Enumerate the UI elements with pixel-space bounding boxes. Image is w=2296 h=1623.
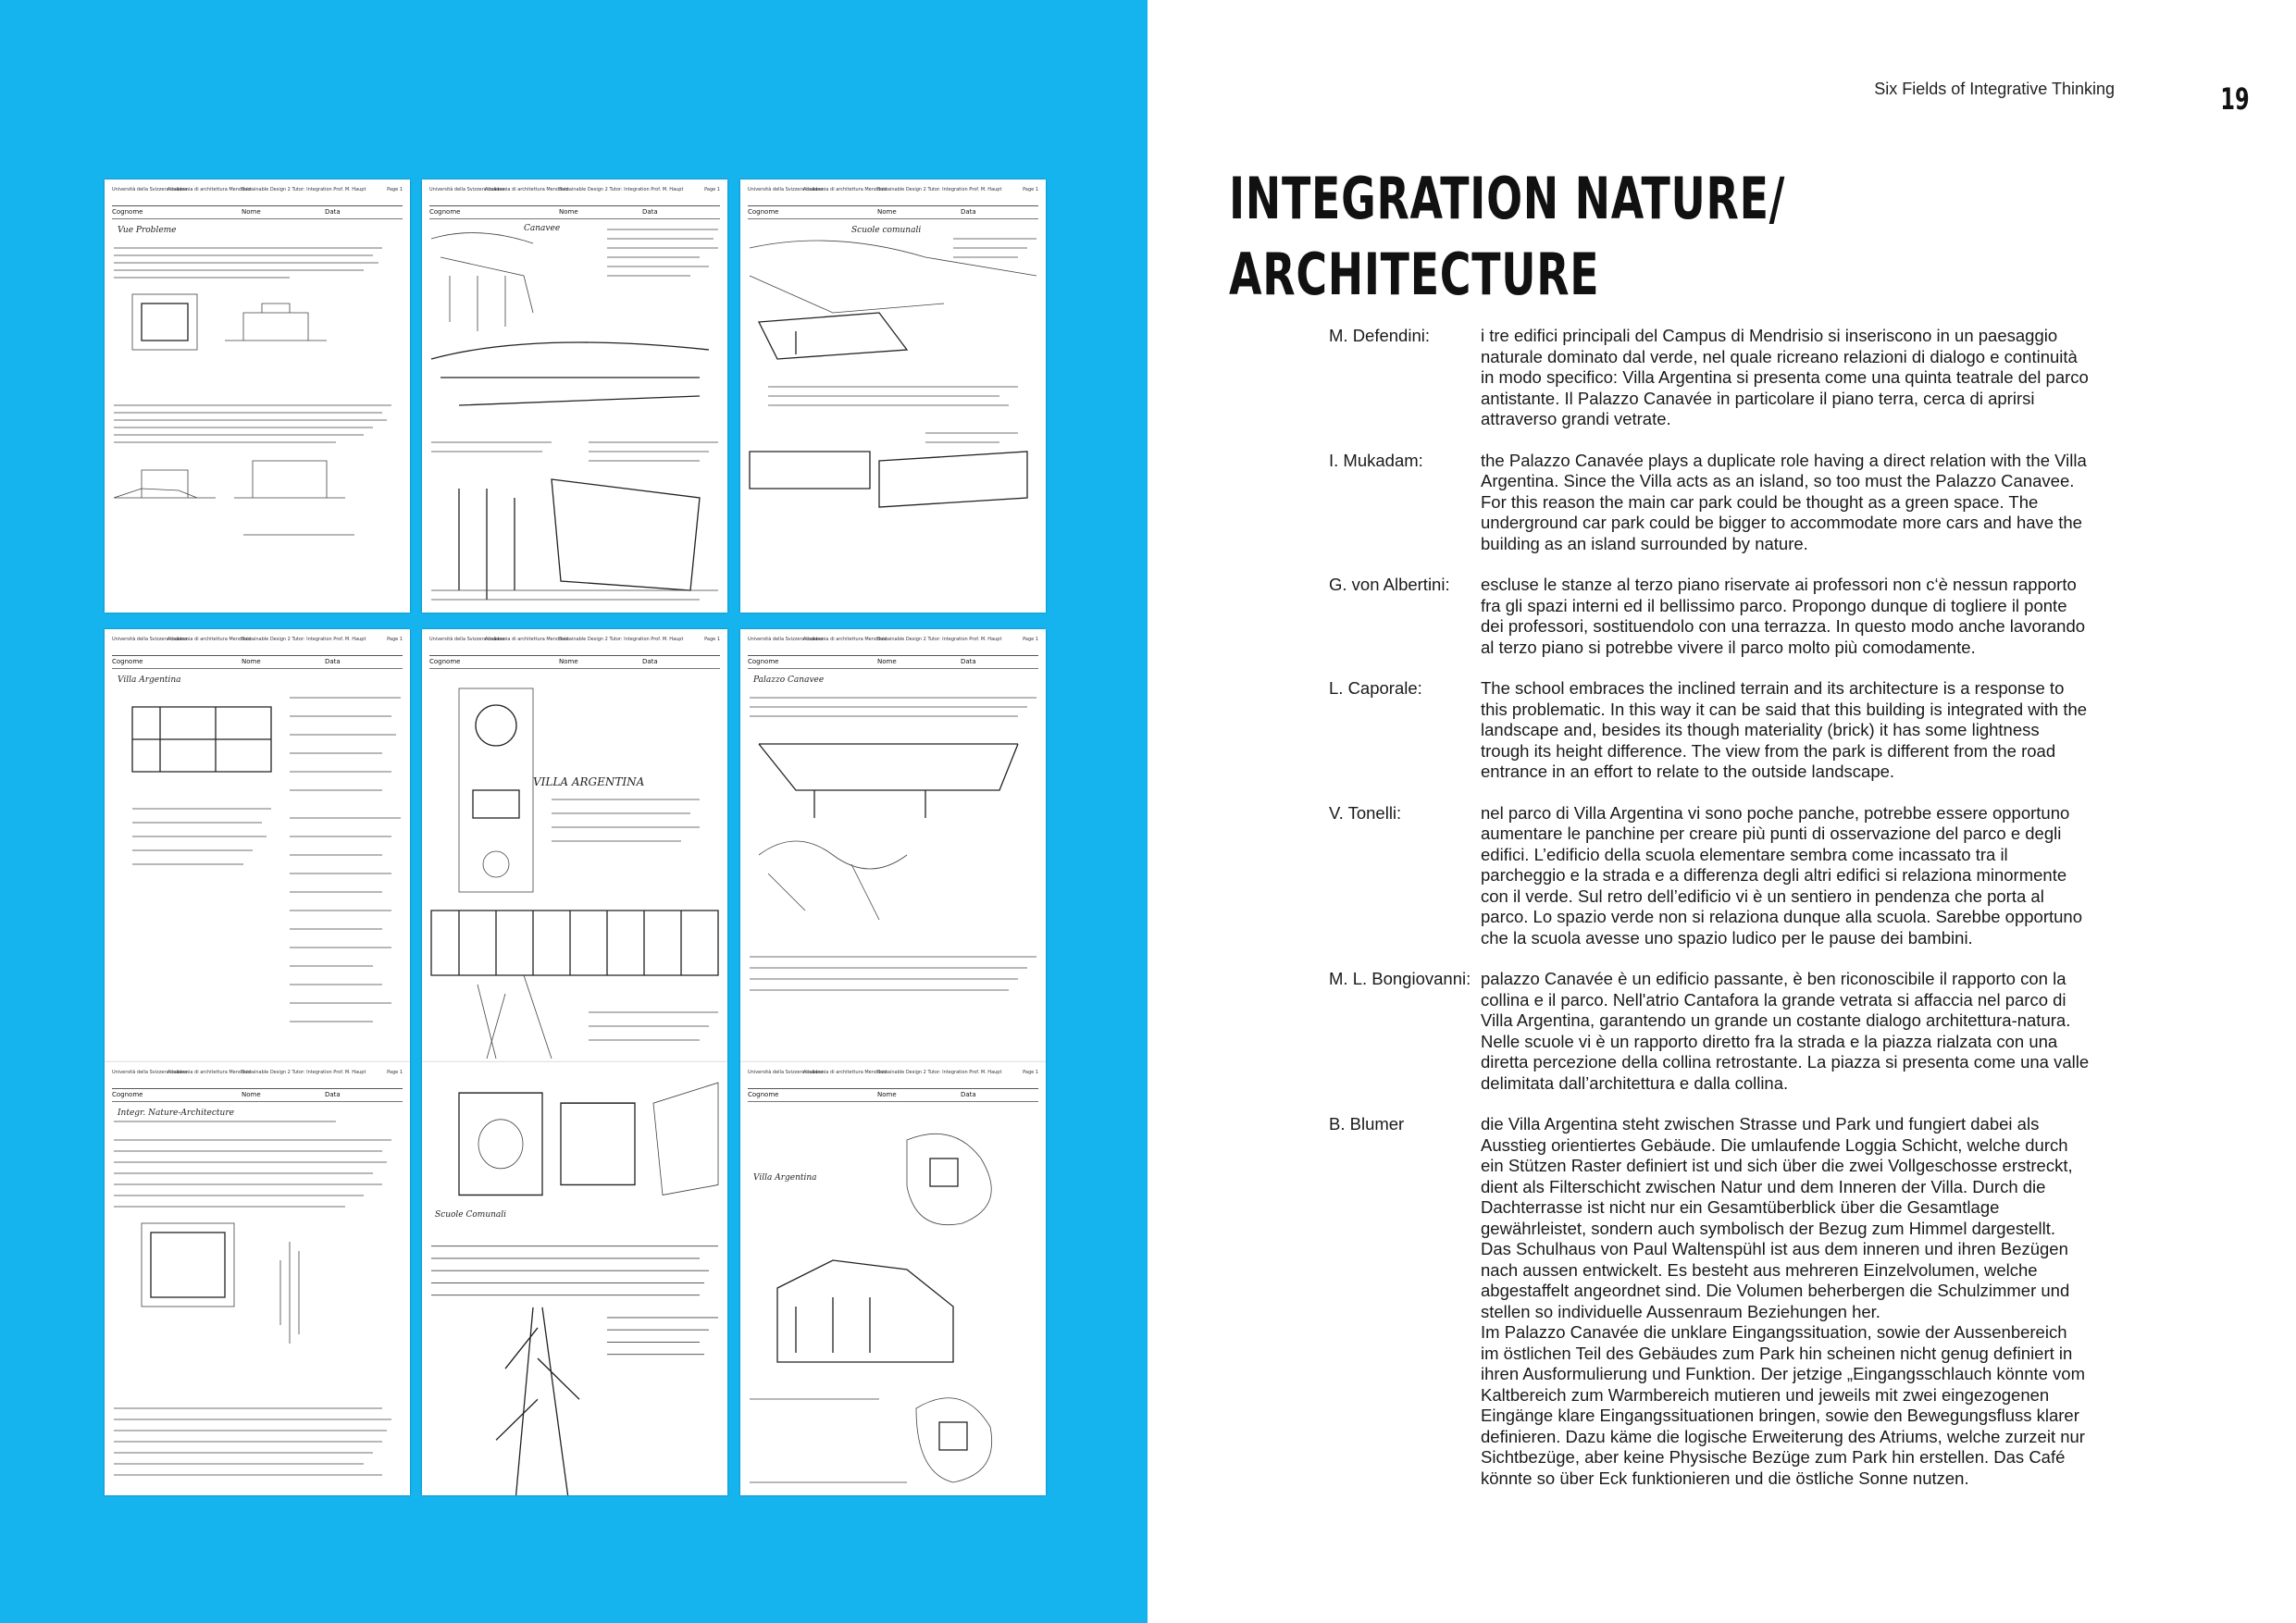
sketch-sheet — [422, 180, 727, 613]
page-title-line-2: ARCHITECTURE — [1229, 241, 1600, 308]
sheet-name-row: Cognome Nome Data — [112, 207, 403, 219]
entry-text — [1481, 1114, 2090, 1489]
hand-sketch — [740, 670, 1046, 1062]
entry-author: B. Blumer — [1329, 1114, 1405, 1134]
entry-author: M. L. Bongiovanni: — [1329, 969, 1471, 988]
sheet-form-header: Università della Svizzera italiana Accademia di architettura Mendrisio Sustainable Design 2 Tutor: Integration Prof. M. Haupt Page 1 — [112, 1068, 403, 1089]
entry-text — [1481, 575, 2090, 658]
entry-paragraph: die Villa Argentina steht zwischen Strasse und Park und fungiert dabei als Ausstieg orientiertes Gebäude. Die umlaufende Loggia Schicht, welche durch ein Stützen Raster definiert ist und sich über die zwei Vollgeschosse erstreckt, dient als Filterschicht zwischen Natur und dem Inneren der Villa. Durch die Dachterrasse ist nicht nur ein Gesamtüberblick über die Gesamtlage gewährleistet, sondern auch symbolisch der Bezug zum Himmel dargestellt. Das Schulhaus von Paul Waltenspühl ist aus dem inneren und ihren Bezügen nach aussen entwickelt. Es besteht aus mehreren Einzelvolumen, welche abgestaffelt angeordnet sind. Die Volumen beherbergen die Schulzimmer und stellen so individuelle Aussenraum Beziehungen her. — [1481, 1114, 2073, 1321]
sheet-name-row: Cognome Nome Data — [748, 207, 1038, 219]
sketch-heading: Villa Argentina — [753, 1173, 817, 1183]
hand-sketch — [740, 1103, 1046, 1495]
entry-text — [1481, 803, 2090, 949]
comment-entry — [1329, 326, 2090, 430]
sketch-heading: Integr. Nature-Architecture — [118, 1109, 234, 1118]
hand-sketch — [422, 1062, 727, 1495]
sketch-heading: Canavee — [524, 224, 561, 233]
sheet-name-row: Cognome Nome Data — [748, 657, 1038, 669]
comment-entry — [1329, 678, 2090, 783]
entry-author: V. Tonelli: — [1329, 802, 1402, 823]
entry-paragraph: Im Palazzo Canavée die unklare Eingangssituation, sowie der Aussenbereich im östlichen Teil des Gebäudes zum Park hin scheinen nicht genug definiert in ihren Ausformulierung und Funktion. Der jetzige „Eingangsschlauch könnte vom Kaltbereich zum Warmbereich mutieren und jeweils mit zwei eingezogenen Eingänge klare Eingangssituationen bringen, sowie den Bewegungsfluss klarer definieren. Dazu käme die logische Erweiterung des Atriums, welche zurzeit nur Sichtbezüge, aber keine Physische Bezüge zum Park hin erstellen. Das Café könnte so über Eck funktionieren und die östliche Sonne nutzen. — [1481, 1322, 2086, 1488]
entry-paragraph: the Palazzo Canavée plays a duplicate role having a direct relation with the Villa Argentina. Since the Villa acts as an island, so too must the Palazzo Canavee. For this reason the main car park could be thought as a green space. The underground car park could be bigger to accommodate more cars and have the building as an island surrounded by nature. — [1481, 450, 2087, 553]
entry-author: M. Defendini: — [1329, 326, 1430, 345]
running-title: Six Fields of Integrative Thinking — [1874, 80, 2115, 98]
entry-text — [1481, 451, 2090, 555]
comment-entry — [1329, 1114, 2090, 1489]
sheet-form-header: Università della Svizzera italiana Accademia di architettura Mendrisio Sustainable Design 2 Tutor: Integration Prof. M. Haupt Page 1 — [112, 635, 403, 656]
page-title-line-1: INTEGRATION NATURE/ — [1229, 165, 1786, 232]
sheet-form-header: Università della Svizzera italiana Accademia di architettura Mendrisio Sustainable Design 2 Tutor: Integration Prof. M. Haupt Page 1 — [112, 185, 403, 206]
sheet-name-row: Cognome Nome Data — [429, 207, 720, 219]
sketch-sheet — [740, 180, 1046, 613]
sketch-heading: VILLA ARGENTINA — [533, 775, 645, 788]
entry-paragraph: nel parco di Villa Argentina vi sono poche panche, potrebbe essere opportuno aumentare le panchine per creare più punti di osservazione del parco e degli edifici. L’edificio della scuola elementare sembra come incassato tra il parcheggio e la strada e a differenza degli altri edifici si relaziona minormente con il verde. Sul retro dell’edificio vi è un sentiero in pendenza che porta al parco. Lo spazio verde non si relaziona dunque alla scuola. Sarebbe opportuno che la scuola avesse uno spazio ludico per le pause dei bambini. — [1481, 802, 2083, 948]
page-number: 19 — [2220, 81, 2250, 117]
sketch-heading: Scuole Comunali — [435, 1210, 507, 1220]
sheet-form-header: Università della Svizzera italiana Accademia di architettura Mendrisio Sustainable Design 2 Tutor: Integration Prof. M. Haupt Page 1 — [748, 185, 1038, 206]
entry-author: L. Caporale: — [1329, 678, 1422, 698]
entry-author: G. von Albertini: — [1329, 575, 1450, 594]
sheet-name-row: Cognome Nome Data — [429, 657, 720, 669]
sketch-sheet — [105, 1062, 410, 1495]
sheet-name-row: Cognome Nome Data — [112, 1090, 403, 1102]
entry-paragraph: escluse le stanze al terzo piano riservate ai professori non c‘è nessun rapporto fra gli spazi interni ed il bellissimo parco. Propongo dunque di togliere il ponte dei professori, sostituendolo con una terrazza. In questo modo anche lavorando al terzo piano si potrebbe vivere il parco molto più comodamente. — [1481, 575, 2086, 657]
hand-sketch — [740, 220, 1046, 613]
sketch-sheet — [105, 629, 410, 1062]
sketch-heading: Villa Argentina — [118, 675, 181, 685]
hand-sketch — [422, 220, 727, 613]
comment-list — [1329, 326, 2090, 1509]
sketch-heading: Palazzo Canavee — [753, 675, 825, 685]
sketch-sheet — [105, 180, 410, 613]
entry-text — [1481, 678, 2090, 783]
comment-entry — [1329, 575, 2090, 658]
entry-text — [1481, 326, 2090, 430]
comment-entry — [1329, 969, 2090, 1094]
hand-sketch — [422, 670, 727, 1062]
sketch-heading: Vue Probleme — [118, 226, 177, 235]
sketch-heading: Scuole comunali — [851, 226, 922, 235]
sheet-name-row: Cognome Nome Data — [748, 1090, 1038, 1102]
entry-paragraph: i tre edifici principali del Campus di Mendrisio si inseriscono in un paesaggio naturale dominato dal verde, nel quale ricreano relazioni di dialogo e continuità in modo specifico: Villa Argentina si presenta come una quinta teatrale del parco antistante. Il Palazzo Canavée in particolare il piano terra, cerca di aprirsi attraverso grandi vetrate. — [1481, 326, 2089, 428]
sketch-sheet — [422, 629, 727, 1062]
hand-sketch — [105, 1103, 410, 1495]
sheet-form-header: Università della Svizzera italiana Accademia di architettura Mendrisio Sustainable Design 2 Tutor: Integration Prof. M. Haupt Page 1 — [748, 1068, 1038, 1089]
sketch-sheet — [740, 1062, 1046, 1495]
entry-author: I. Mukadam: — [1329, 450, 1423, 470]
sheet-name-row: Cognome Nome Data — [112, 657, 403, 669]
entry-text — [1481, 969, 2090, 1094]
entry-paragraph: palazzo Canavée è un edificio passante, è ben riconoscibile il rapporto con la collina e il parco. Nell'atrio Cantafora la grande vetrata si affaccia nel parco di Villa Argentina, garantendo un grande un costante dialogo architettura-natura. Nelle scuole vi è un rapporto diretto fra la strada e la piazza rialzata con una diretta percezione della collina retrostante. La piazza si presenta come una valle delimitata dall’architettura e dalla collina. — [1481, 969, 2090, 1093]
hand-sketch — [105, 220, 410, 613]
sheet-form-header: Università della Svizzera italiana Accademia di architettura Mendrisio Sustainable Design 2 Tutor: Integration Prof. M. Haupt Page 1 — [429, 185, 720, 206]
comment-entry — [1329, 451, 2090, 555]
sheet-form-header: Università della Svizzera italiana Accademia di architettura Mendrisio Sustainable Design 2 Tutor: Integration Prof. M. Haupt Page 1 — [748, 635, 1038, 656]
sketch-sheet — [422, 1062, 727, 1495]
entry-paragraph: The school embraces the inclined terrain and its architecture is a response to this problematic. In this way it can be said that this building is integrated with the landscape and, besides its though materiality (brick) it has some lightness trough its height difference. The view from the park is different from the road entrance in an effort to relate to the outside landscape. — [1481, 678, 2088, 781]
sketch-sheet — [740, 629, 1046, 1062]
hand-sketch — [105, 670, 410, 1062]
sheet-form-header: Università della Svizzera italiana Accademia di architettura Mendrisio Sustainable Design 2 Tutor: Integration Prof. M. Haupt Page 1 — [429, 635, 720, 656]
comment-entry — [1329, 803, 2090, 949]
